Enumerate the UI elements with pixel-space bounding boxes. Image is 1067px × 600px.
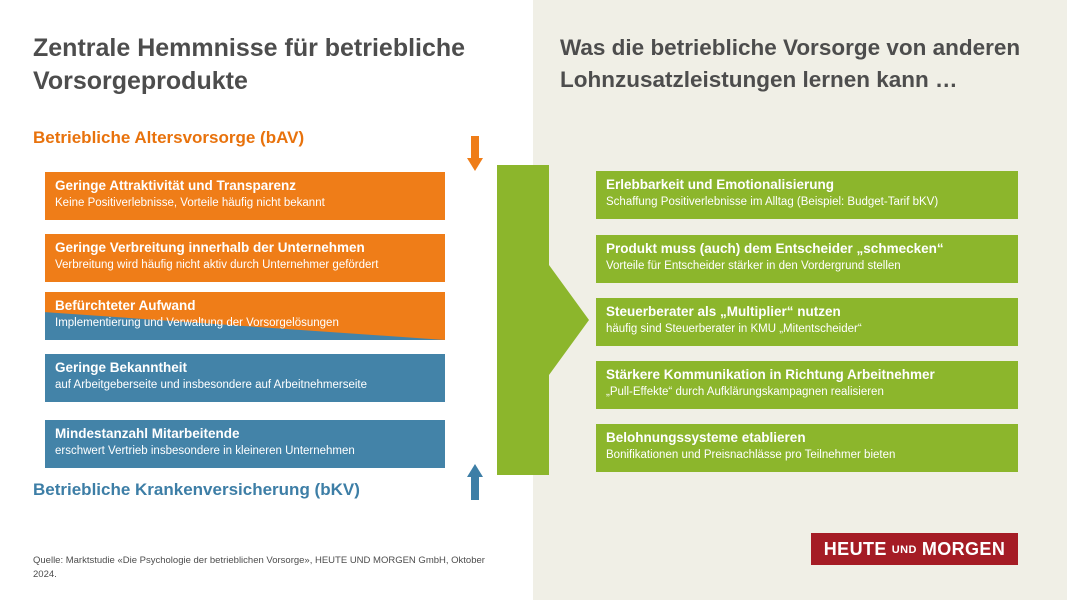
barrier-bar-4-title: Geringe Bekanntheit (55, 360, 188, 375)
lesson-bar-3 (596, 298, 1018, 346)
lesson-bar-2-subtitle: Vorteile für Entscheider stärker in den Vordergrund stellen (606, 259, 901, 272)
lesson-bar-3-subtitle: häufig sind Steuerberater in KMU „Mitentscheider“ (606, 322, 862, 335)
lesson-bar-2 (596, 235, 1018, 283)
barrier-bar-4-subtitle: auf Arbeitgeberseite und insbesondere auf Arbeitnehmerseite (55, 378, 367, 391)
barrier-bar-5-title: Mindestanzahl Mitarbeitende (55, 426, 240, 441)
barrier-bar-1-title: Geringe Attraktivität und Transparenz (55, 178, 297, 193)
lesson-bar-3-title: Steuerberater als „Multiplier“ nutzen (606, 304, 841, 319)
barrier-bar-1 (45, 172, 445, 220)
left-page-title: Zentrale Hemmnisse für betriebliche Vorsorgeprodukte (33, 34, 466, 95)
lesson-bar-1 (596, 171, 1018, 219)
barrier-bar-3 (45, 292, 445, 340)
barrier-bar-3-subtitle: Implementierung und Verwaltung der Vorsorgelösungen (55, 316, 339, 329)
lesson-bar-1-subtitle: Schaffung Positiverlebnisse im Alltag (Beispiel: Budget-Tarif bKV) (606, 195, 939, 208)
barrier-bar-2-subtitle: Verbreitung wird häufig nicht aktiv durch Unternehmer gefördert (55, 258, 379, 271)
barrier-bar-2 (45, 234, 445, 282)
lesson-bar-5-subtitle: Bonifikationen und Preisnachlässe pro Teilnehmer bieten (606, 448, 896, 461)
company-logo (811, 533, 1018, 565)
logo-text-morgen: MORGEN (921, 538, 1006, 559)
logo-text-heute: HEUTE (823, 538, 887, 559)
lesson-bar-5-title: Belohnungssysteme etablieren (606, 430, 806, 445)
right-page-title: Was die betriebliche Vorsorge von anderen Lohnzusatzleistungen lernen kann … (560, 35, 1021, 92)
barrier-bar-4 (45, 354, 445, 402)
lesson-bar-4 (596, 361, 1018, 409)
barrier-bar-1-subtitle: Keine Positiverlebnisse, Vorteile häufig nicht bekannt (55, 196, 325, 209)
lesson-bar-1-title: Erlebbarkeit und Emotionalisierung (606, 177, 835, 192)
barrier-bar-5-subtitle: erschwert Vertrieb insbesondere in kleineren Unternehmen (55, 444, 355, 457)
left-subheading-bav: Betriebliche Altersvorsorge (bAV) (33, 128, 305, 147)
transition-arrow-icon (497, 165, 589, 475)
barrier-bar-3-title: Befürchteter Aufwand (55, 298, 196, 313)
lesson-bar-2-title: Produkt muss (auch) dem Entscheider „schmecken“ (606, 241, 944, 256)
source-note: Quelle: Marktstudie «Die Psychologie der betrieblichen Vorsorge», HEUTE UND MORGEN GmbH, Oktober 2024. (33, 555, 485, 580)
left-subheading-bkv: Betriebliche Krankenversicherung (bKV) (33, 480, 360, 499)
barrier-bar-5 (45, 420, 445, 468)
lesson-bar-5 (596, 424, 1018, 472)
barrier-bar-2-title: Geringe Verbreitung innerhalb der Unternehmen (55, 240, 365, 255)
arrow-up-icon (466, 462, 484, 500)
arrow-down-icon (466, 136, 484, 172)
logo-text-und: UND (891, 544, 917, 556)
lesson-bar-4-title: Stärkere Kommunikation in Richtung Arbeitnehmer (606, 367, 935, 382)
lesson-bar-4-subtitle: „Pull-Effekte“ durch Aufklärungskampagnen realisieren (606, 385, 884, 398)
